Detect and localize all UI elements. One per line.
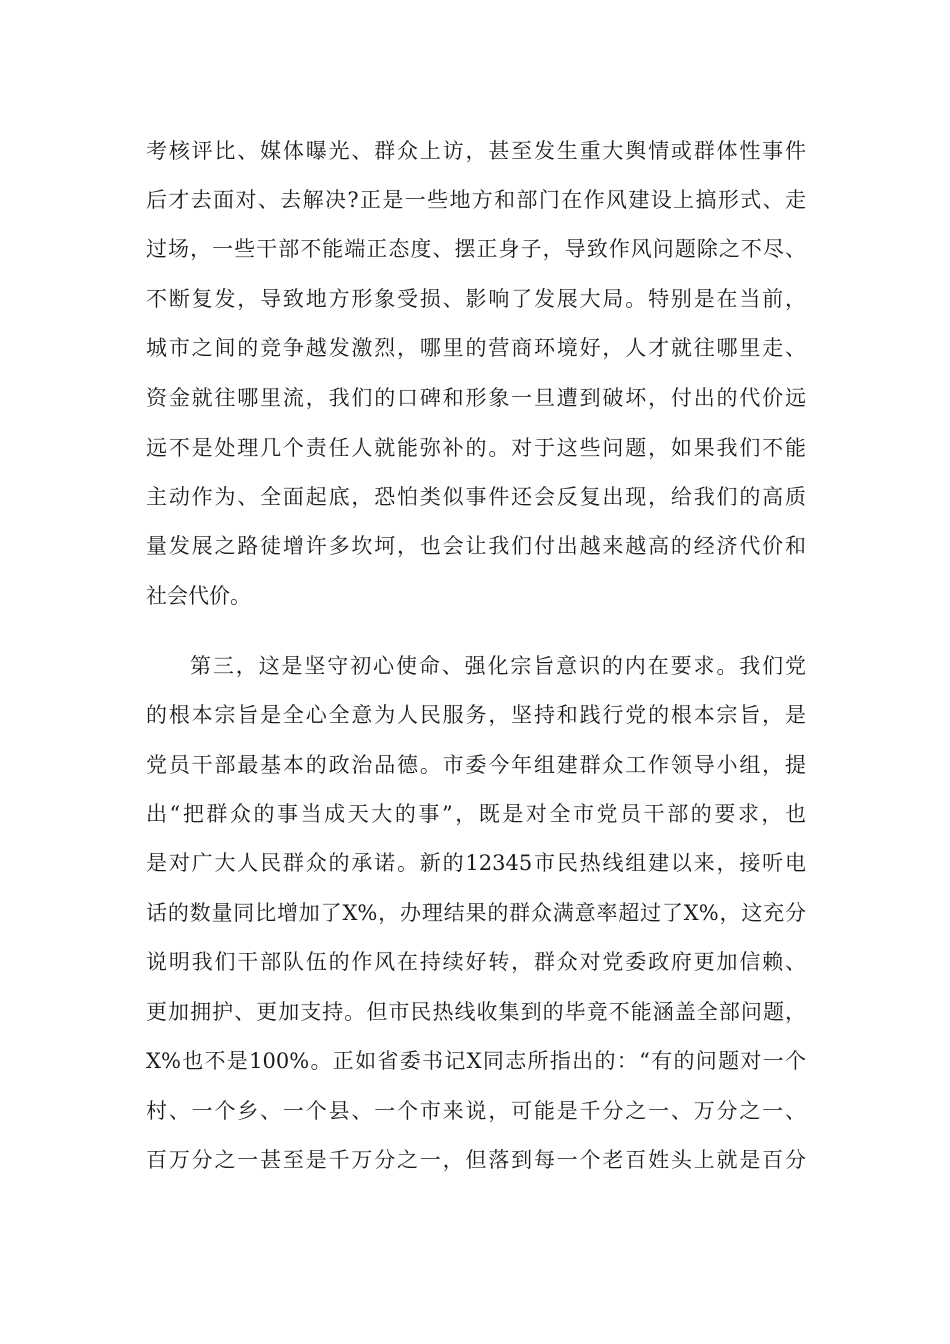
text-line: 百万分之一甚至是千万分之一，但落到每一个老百姓头上就是百分 — [146, 1148, 806, 1172]
text-line: X%也不是100%。正如省委书记X同志所指出的：“有的问题对一个 — [146, 1049, 806, 1073]
text-line: 党员干部最基本的政治品德。市委今年组建群众工作领导小组，提 — [146, 753, 806, 777]
text-line: 是对广大人民群众的承诺。新的12345市民热线组建以来，接听电 — [146, 851, 806, 875]
text-line: 资金就往哪里流，我们的口碑和形象一旦遭到破坏，付出的代价远 — [146, 386, 806, 410]
text-line: 更加拥护、更加支持。但市民热线收集到的毕竟不能涵盖全部问题， — [146, 1000, 806, 1024]
text-line: 话的数量同比增加了X%，办理结果的群众满意率超过了X%，这充分 — [146, 901, 806, 925]
text-line: 过场，一些干部不能端正态度、摆正身子，导致作风问题除之不尽、 — [146, 237, 806, 261]
text-line: 远不是处理几个责任人就能弥补的。对于这些问题，如果我们不能 — [146, 436, 806, 460]
text-line: 量发展之路徒增许多坎坷，也会让我们付出越来越高的经济代价和 — [146, 534, 806, 558]
text-line: 第三，这是坚守初心使命、强化宗旨意识的内在要求。我们党 — [190, 654, 806, 678]
text-line: 不断复发，导致地方形象受损、影响了发展大局。特别是在当前， — [146, 287, 806, 311]
text-line: 村、一个乡、一个县、一个市来说，可能是千分之一、万分之一、 — [146, 1099, 806, 1123]
text-line: 城市之间的竞争越发激烈，哪里的营商环境好，人才就往哪里走、 — [146, 336, 806, 360]
text-line: 后才去面对、去解决?正是一些地方和部门在作风建设上搞形式、走 — [146, 188, 806, 212]
text-line: 说明我们干部队伍的作风在持续好转，群众对党委政府更加信赖、 — [146, 950, 806, 974]
text-line: 出“把群众的事当成天大的事”，既是对全市党员干部的要求，也 — [146, 802, 806, 826]
text-line: 考核评比、媒体曝光、群众上访，甚至发生重大舆情或群体性事件 — [146, 139, 806, 163]
text-line: 主动作为、全面起底，恐怕类似事件还会反复出现，给我们的高质 — [146, 485, 806, 509]
text-line: 社会代价。 — [146, 584, 251, 608]
text-line: 的根本宗旨是全心全意为人民服务，坚持和践行党的根本宗旨，是 — [146, 703, 806, 727]
